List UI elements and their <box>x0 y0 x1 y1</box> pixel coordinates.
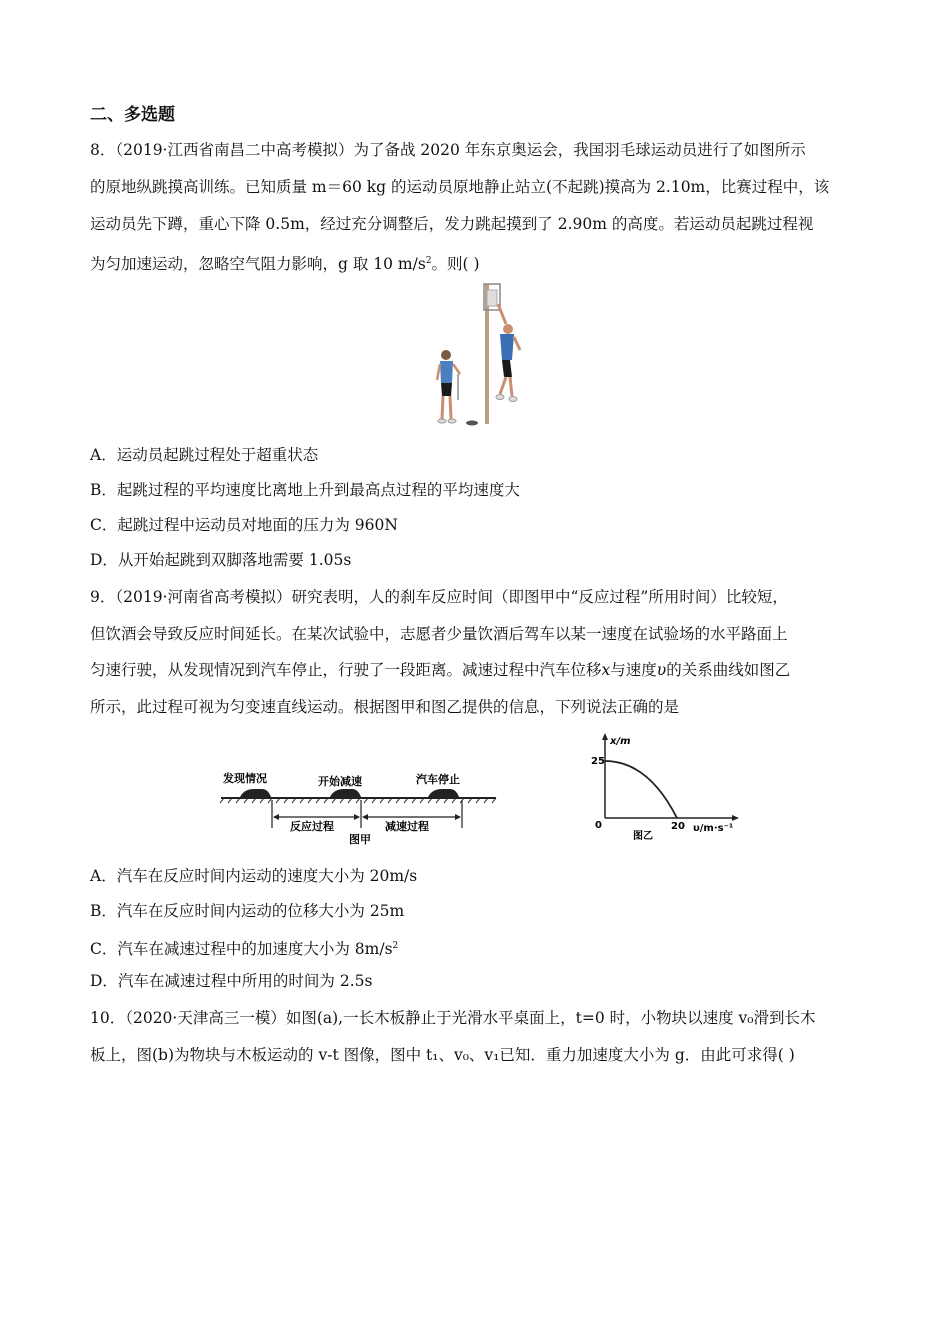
q8-stem-line-4-text: 为匀加速运动，忽略空气阻力影响，g 取 10 m/s <box>90 255 426 273</box>
fig-a-caption: 图甲 <box>349 833 371 846</box>
q8-option-a: A．运动员起跳过程处于超重状态 <box>90 446 319 464</box>
fig-b-y-tick: 25 <box>591 756 605 767</box>
q9-var-x: x <box>601 661 611 679</box>
q8-stem-line-4-end: 。则( ) <box>431 255 480 273</box>
q8-stem-line-2: 的原地纵跳摸高训练。已知质量 m＝60 kg 的运动员原地静止站立(不起跳)摸高为 2.10m，比赛过程中，该 <box>90 178 830 196</box>
q8-option-b: B．起跳过程的平均速度比离地上升到最高点过程的平均速度大 <box>90 481 520 499</box>
q8-stem-line-1: 8．（2019·江西省南昌二中高考模拟）为了备战 2020 年东京奥运会，我国羽毛球运动员进行了如图所示 <box>90 141 806 159</box>
fig-b-x-tick: 20 <box>671 821 685 832</box>
label-found: 发现情况 <box>223 772 267 785</box>
label-decel: 减速过程 <box>385 820 429 833</box>
q9-option-c-exponent: 2 <box>392 941 399 951</box>
car-icon <box>240 789 271 797</box>
label-brake: 开始减速 <box>318 775 362 788</box>
fig-b-origin: 0 <box>595 820 602 831</box>
q9-stem-line-2: 但饮酒会导致反应时间延长。在某次试验中，志愿者少量饮酒后驾车以某一速度在试验场的水平路面上 <box>90 625 788 643</box>
q9-figure-a <box>218 760 503 850</box>
q9-var-v: υ <box>656 661 667 679</box>
q10-stem-line-2: 板上，图(b)为物块与木板运动的 v-t 图像，图中 t₁、v₀、v₁已知．重力加速度大小为 g．由此可求得( ) <box>90 1046 795 1064</box>
car-icon <box>330 789 361 797</box>
q8-stem-line-4 <box>90 251 480 274</box>
q9-stem-line-3-mid: 与速度 <box>610 661 657 679</box>
q9-option-c <box>90 936 398 959</box>
fig-b-xlabel: υ/m·s⁻¹ <box>693 823 734 834</box>
q9-stem-line-3 <box>90 660 790 680</box>
q8-option-d: D．从开始起跳到双脚落地需要 1.05s <box>90 551 352 569</box>
q8-jump-figure <box>430 282 525 427</box>
q9-option-c-text: C．汽车在减速过程中的加速度大小为 8m/s <box>90 940 393 958</box>
q8-option-c: C．起跳过程中运动员对地面的压力为 960N <box>90 516 398 534</box>
q10-stem-line-1: 10．（2020·天津高三一模）如图(a),一长木板静止于光滑水平桌面上，t=0 时，小物块以速度 v₀滑到长木 <box>90 1009 816 1027</box>
fig-b-ylabel: x/m <box>610 736 631 747</box>
q9-stem-line-3-text: 匀速行驶，从发现情况到汽车停止，行驶了一段距离。减速过程中汽车位移 <box>90 661 602 679</box>
q9-option-d: D．汽车在减速过程中所用的时间为 2.5s <box>90 972 373 990</box>
q9-option-a: A．汽车在反应时间内运动的速度大小为 20m/s <box>90 867 418 885</box>
label-react: 反应过程 <box>290 820 334 833</box>
q9-option-b: B．汽车在反应时间内运动的位移大小为 25m <box>90 902 405 920</box>
car-icon <box>428 789 459 797</box>
q9-figure-b <box>588 730 748 845</box>
q9-stem-line-4: 所示，此过程可视为匀变速直线运动。根据图甲和图乙提供的信息，下列说法正确的是 <box>90 698 680 716</box>
label-stop: 汽车停止 <box>416 773 460 786</box>
section-title: 二、多选题 <box>90 105 175 125</box>
q9-stem-line-3-end: 的关系曲线如图乙 <box>666 661 791 679</box>
q8-stem-line-3: 运动员先下蹲，重心下降 0.5m，经过充分调整后，发力跳起摸到了 2.90m 的高度。若运动员起跳过程视 <box>90 215 814 233</box>
x-v-curve <box>605 761 677 818</box>
fig-b-caption: 图乙 <box>633 831 653 842</box>
q8-unit-exponent: 2 <box>425 256 432 266</box>
q9-stem-line-1: 9．（2019·河南省高考模拟）研究表明，人的刹车反应时间（即图甲中“反应过程”所用时间）比较短， <box>90 588 788 606</box>
